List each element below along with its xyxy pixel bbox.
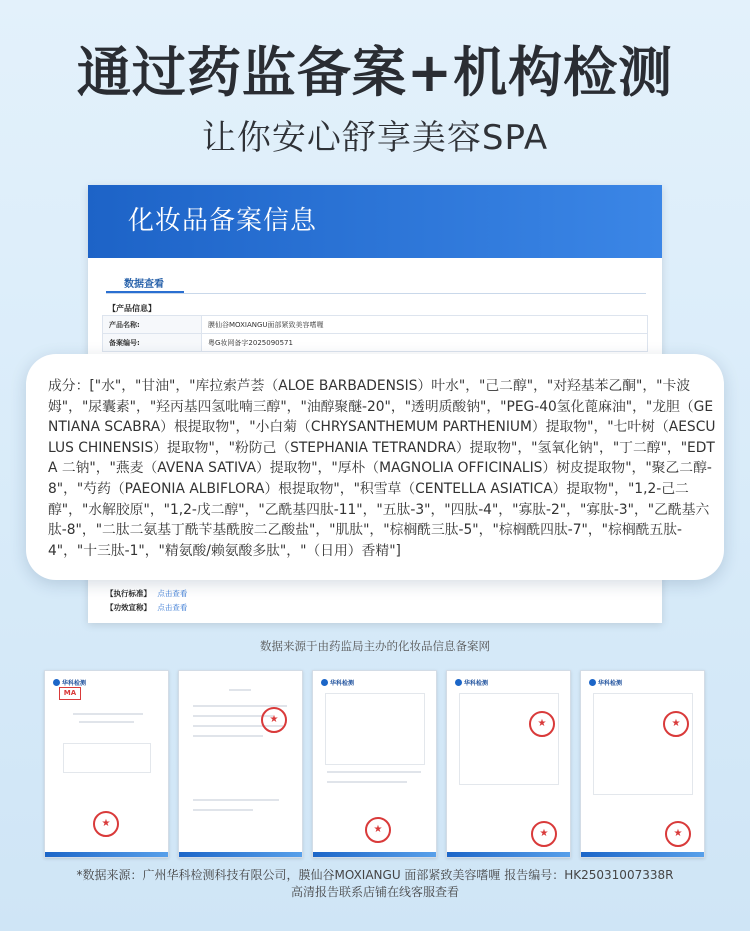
report-table [325,693,425,765]
seal-stamp-icon: ★ [529,711,555,737]
report-brand: 华科检测 [53,678,86,687]
row-key: 备案编号: [103,334,202,352]
report-thumbnail[interactable] [178,670,303,858]
report-bottom-bar [447,852,570,857]
row-key: 产品名称: [103,316,202,334]
seal-stamp-icon: ★ [663,711,689,737]
report-bottom-bar [45,852,168,857]
report-table [459,693,559,785]
report-text-line [79,721,134,723]
test-reports [44,670,706,856]
report-thumbnail[interactable] [44,670,169,858]
standard-row [106,588,187,599]
report-text-line [327,771,421,773]
report-bottom-bar [581,852,704,857]
report-text-line [193,799,279,801]
report-text-line [229,689,251,691]
efficacy-view-link[interactable]: 点击查看 [157,603,188,612]
tab-divider [106,293,646,294]
standard-label: 【执行标准】 [106,589,151,598]
row-value: 膜仙谷MOXIANGU面部紧致美容嗜喱 [202,316,648,334]
report-brand: 华科检测 [321,678,354,687]
report-thumbnail[interactable] [580,670,705,858]
ingredients-text: 成分：["水"，"甘油"，"库拉索芦荟（ALOE BARBADENSIS）叶水"，"己二醇"，"对羟基苯乙酮"，"卡波姆"，"尿囊素"，"羟丙基四氢吡喃三醇"，"油醇聚醚-20"，"透明质酸钠"，"PEG-40氢化蓖麻油"，"龙胆（GENTIANA SCABRA）根提取物"，"小白菊（CHRYSANTHEMUM PARTHENIUM）提取物"，"七叶树（AESCULUS CHINENSIS）提取物"，"粉防己（STEPHANIA TETRANDRA）提取物"，"氢氧化钠"，"丁二醇"，"EDTA 二钠"，"燕麦（AVENA SATIVA）提取物"，"厚朴（MAGNOLIA OFFICINALIS）树皮提取物"，"聚乙二醇-8"，"芍药（PAEONIA ALBIFLORA）根提取物"，"积雪草（CENTELLA ASIATICA）提取物"，"1,2-己二醇"，"水解胶原"，"1,2-戊二醇"，"乙酰基四肽-11"，"五肽-3"，"四肽-4"，"寡肽-2"，"寡肽-3"，"乙酰基六肽-8"，"二肽二氨基丁酰苄基酰胺二乙酸盐"，"肌肽"，"棕榈酰三肽-5"，"棕榈酰四肽-7"，"棕榈酰五肽-4"，"十三肽-1"，"精氨酸/赖氨酸多肽"，"（日用）香精"] [48,378,716,559]
ma-logo-icon: MA [59,687,81,700]
row-value: 粤G妆网备字2025090571 [202,334,648,352]
footer-source-note: *数据来源：广州华科检测科技有限公司，膜仙谷MOXIANGU 面部紧致美容嗜喱 报告编号：HK25031007338R [76,868,674,882]
tab-data-view[interactable]: 数据查看 [124,279,164,290]
report-thumbnail[interactable] [446,670,571,858]
report-text-line [73,713,143,715]
seal-stamp-icon: ★ [93,811,119,837]
report-brand: 华科检测 [589,678,622,687]
footer-contact-note: 高清报告联系店铺在线客服查看 [290,885,459,899]
efficacy-label: 【功效宣称】 [106,603,151,612]
report-bottom-bar [313,852,436,857]
table-row [103,316,648,334]
seal-stamp-icon: ★ [261,707,287,733]
product-info-table [102,315,648,352]
report-text-line [327,781,407,783]
seal-stamp-icon: ★ [365,817,391,843]
panel-header-title: 化妆品备案信息 [88,185,662,258]
seal-stamp-icon: ★ [665,821,691,847]
section-label-product-info: 【产品信息】 [108,304,156,313]
report-text-line [193,809,253,811]
efficacy-row [106,602,187,613]
source-caption: 数据来源于由药监局主办的化妆品信息备案网 [260,639,490,653]
standard-view-link[interactable]: 点击查看 [157,589,188,598]
report-brand: 华科检测 [455,678,488,687]
report-thumbnail[interactable] [312,670,437,858]
report-text-line [193,735,263,737]
report-table [63,743,151,773]
headline: 通过药监备案+机构检测 [76,41,674,104]
table-row [103,334,648,352]
report-table [593,693,693,795]
seal-stamp-icon: ★ [531,821,557,847]
report-bottom-bar [179,852,302,857]
subheadline: 让你安心舒享美容SPA [201,118,549,158]
